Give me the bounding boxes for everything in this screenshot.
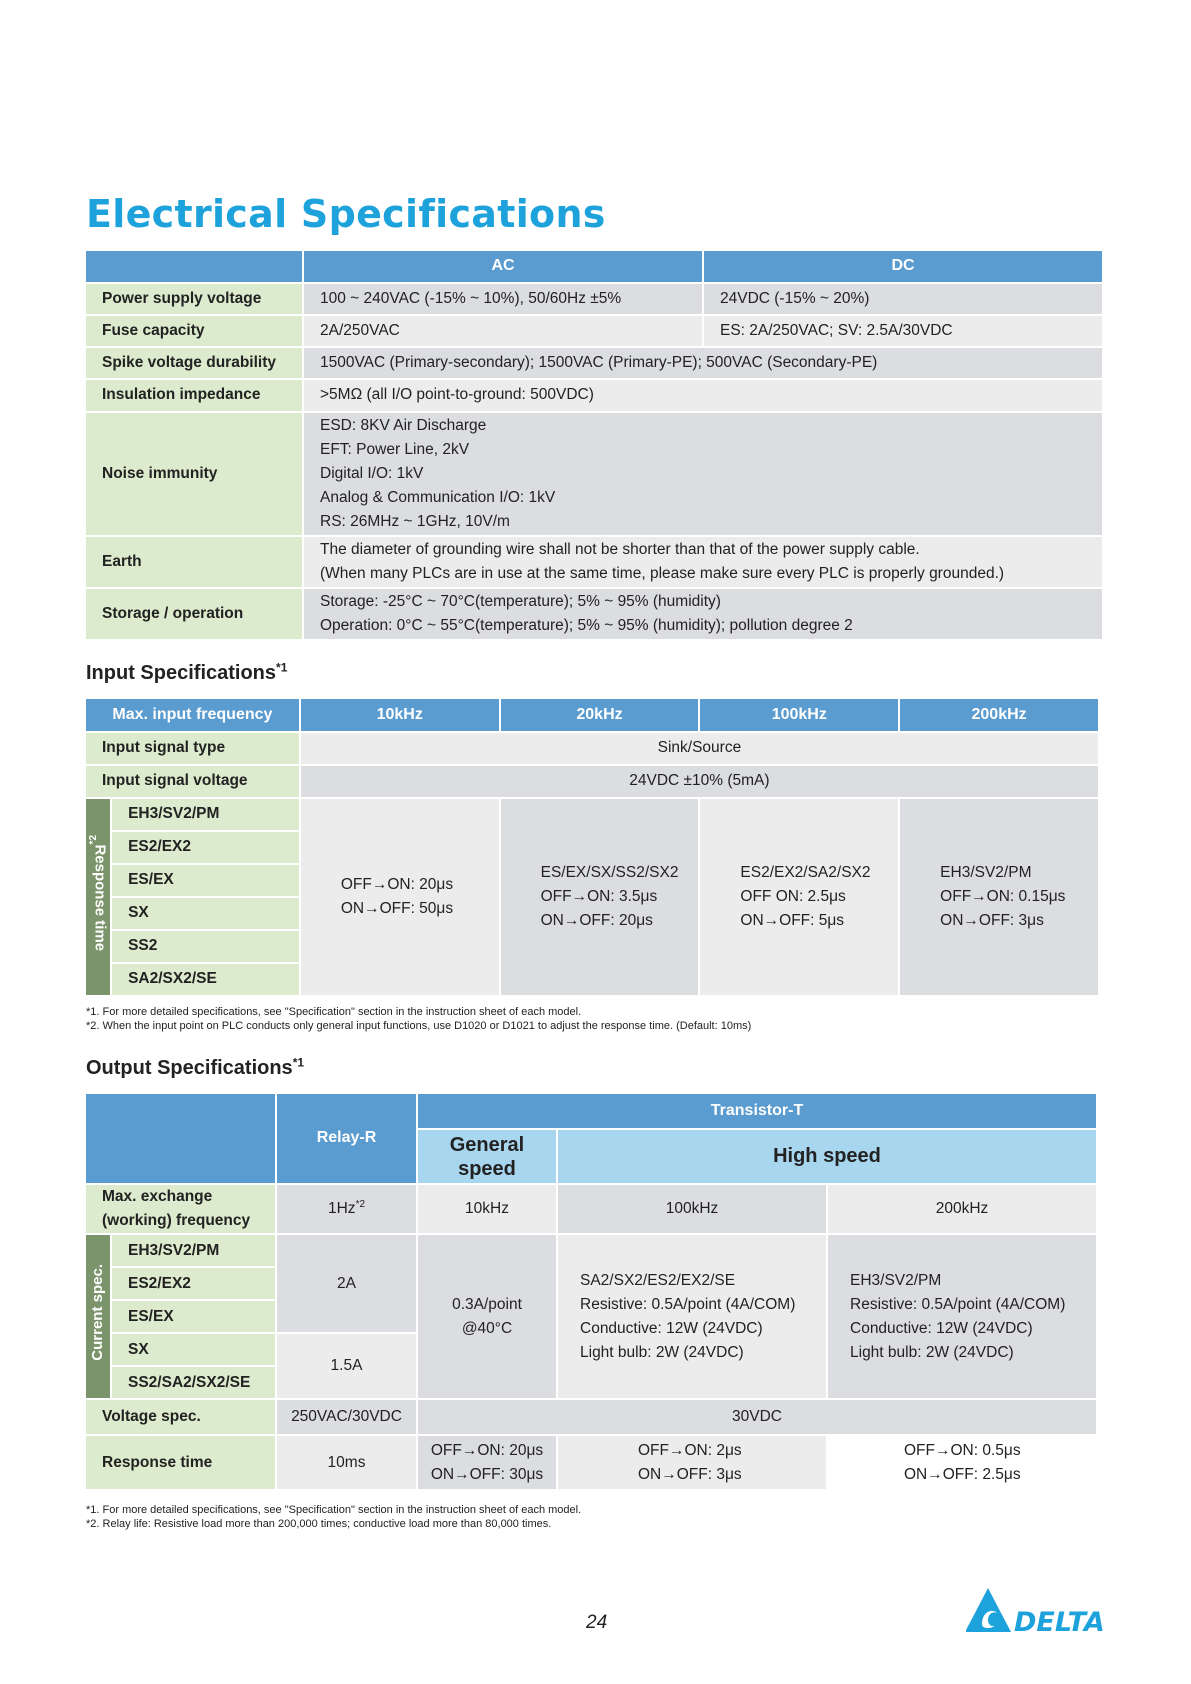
delta-logo-text: DELTA [1014, 1607, 1105, 1636]
response-line: ES2/EX2/SA2/SX2 [740, 863, 871, 881]
footnote: *1. For more detailed specifications, see "Specification" section in the instruction sheet of each model. [86, 1504, 582, 1516]
high-frequency-200: 200kHz [828, 1185, 1096, 1233]
response-time-vertical-label [86, 799, 110, 995]
relay-response: 10ms [277, 1436, 416, 1489]
general-speed-header: General speed [418, 1130, 556, 1183]
response-line: ON→OFF: 3μs [940, 912, 1044, 929]
output-title-note: *1 [292, 1055, 305, 1070]
current-line: Conductive: 12W (24VDC) [850, 1319, 1033, 1337]
max-frequency-label: Max. exchange (working) frequency [86, 1185, 275, 1233]
response-20khz [501, 799, 699, 995]
input-section-title [86, 662, 287, 685]
row-label-fuse: Fuse capacity [86, 316, 302, 346]
response-time-text: Response time [91, 844, 109, 952]
high-frequency-100: 100kHz [558, 1185, 826, 1233]
high-speed-header: High speed [558, 1130, 1096, 1183]
response-200khz [900, 799, 1098, 995]
earth-value [304, 537, 1102, 587]
output-title-text: Output Specifications [86, 1057, 293, 1079]
current-line: Resistive: 0.5A/point (4A/COM) [580, 1295, 796, 1313]
power-dc: 24VDC (-15% ~ 20%) [704, 284, 1102, 314]
input-title-note: *1 [276, 660, 288, 675]
fuse-dc: ES: 2A/250VAC; SV: 2.5A/30VDC [704, 316, 1102, 346]
relay-frequency-value: 1Hz [327, 1200, 356, 1218]
output-header-empty [86, 1094, 275, 1183]
response-line: OFF ON: 2.5μs [740, 887, 846, 905]
noise-line: EFT: Power Line, 2kV [320, 440, 470, 458]
model-label: ES/EX [112, 1301, 275, 1332]
current-line: Light bulb: 2W (24VDC) [850, 1343, 1014, 1361]
response-line: ON→OFF: 5μs [740, 912, 845, 929]
transistor-voltage: 30VDC [418, 1400, 1096, 1434]
input-title-text: Input Specifications [86, 662, 277, 684]
current-line: SA2/SX2/ES2/EX2/SE [580, 1271, 736, 1289]
output-footnotes [86, 1503, 581, 1531]
response-line: OFF→ON: 2μs [638, 1441, 742, 1459]
high100-response [558, 1436, 826, 1489]
signal-type-label: Input signal type [86, 733, 299, 764]
current-line: Resistive: 0.5A/point (4A/COM) [850, 1295, 1066, 1313]
current-spec-vertical-label [86, 1235, 110, 1398]
row-label-storage: Storage / operation [86, 589, 302, 639]
response-line: OFF→ON: 3.5μs [540, 887, 658, 905]
response-line: OFF→ON: 20μs [430, 1441, 544, 1459]
page-number: 24 [586, 1612, 608, 1633]
freq-header: 20kHz [501, 699, 699, 731]
high200-response [828, 1436, 1096, 1489]
freq-header: 100kHz [700, 699, 898, 731]
current-line: Light bulb: 2W (24VDC) [580, 1343, 744, 1361]
model-label: ES2/EX2 [112, 832, 299, 863]
row-label-noise: Noise immunity [86, 413, 302, 535]
noise-line: RS: 26MHz ~ 1GHz, 10V/m [320, 513, 510, 531]
noise-line: ESD: 8KV Air Discharge [320, 416, 487, 434]
relay-frequency-note: *2 [355, 1198, 366, 1210]
noise-value [304, 413, 1102, 535]
response-line: ON→OFF: 20μs [540, 912, 653, 929]
model-label: SS2/SA2/SX2/SE [112, 1367, 275, 1398]
current-line: @40°C [461, 1319, 513, 1337]
response-line: OFF→ON: 20μs [340, 875, 454, 893]
output-spec-table [84, 1092, 1098, 1491]
model-label: EH3/SV2/PM [112, 1235, 275, 1266]
response-line: ON→OFF: 50μs [340, 900, 454, 917]
current-line: 0.3A/point [452, 1295, 522, 1313]
response-line: ON→OFF: 2.5μs [904, 1465, 1021, 1483]
response-time-note: *2 [88, 834, 99, 845]
storage-value [304, 589, 1102, 639]
general-current [418, 1235, 556, 1398]
footnote: *1. For more detailed specifications, see "Specification" section in the instruction sheet of each model. [86, 1006, 582, 1018]
current-line: EH3/SV2/PM [850, 1271, 942, 1289]
signal-type-value: Sink/Source [301, 733, 1098, 764]
storage-line: Operation: 0°C ~ 55°C(temperature); 5% ~ 95% (humidity); pollution degree 2 [320, 617, 853, 634]
noise-line: Digital I/O: 1kV [320, 464, 424, 482]
output-response-label: Response time [86, 1436, 275, 1489]
noise-line: Analog & Communication I/O: 1kV [320, 489, 556, 506]
max-input-frequency-header: Max. input frequency [86, 699, 299, 731]
relay-header: Relay-R [277, 1094, 416, 1183]
model-label: SS2 [112, 931, 299, 962]
input-footnotes [86, 1005, 751, 1033]
header-empty [86, 251, 302, 282]
model-label: ES/EX [112, 865, 299, 896]
row-label-insulation: Insulation impedance [86, 380, 302, 411]
spike-value: 1500VAC (Primary-secondary); 1500VAC (Primary-PE); 500VAC (Secondary-PE) [304, 348, 1102, 378]
power-ac: 100 ~ 240VAC (-15% ~ 10%), 50/60Hz ±5% [304, 284, 702, 314]
output-section-title [86, 1057, 304, 1080]
row-label-power: Power supply voltage [86, 284, 302, 314]
header-ac: AC [304, 251, 702, 282]
freq-header: 200kHz [900, 699, 1098, 731]
model-label: EH3/SV2/PM [112, 799, 299, 830]
signal-voltage-value: 24VDC ±10% (5mA) [301, 766, 1098, 797]
response-line: ON→OFF: 3μs [638, 1465, 742, 1483]
relay-current-a: 2A [277, 1235, 416, 1332]
response-10khz [301, 799, 499, 995]
response-line: OFF→ON: 0.15μs [940, 887, 1066, 905]
row-label-spike: Spike voltage durability [86, 348, 302, 378]
page-title: Electrical Specifications [86, 192, 606, 236]
relay-voltage: 250VAC/30VDC [277, 1400, 416, 1434]
response-100khz [700, 799, 898, 995]
earth-line: (When many PLCs are in use at the same time, please make sure every PLC is properly grounded.) [320, 565, 1005, 582]
general-frequency: 10kHz [418, 1185, 556, 1233]
relay-current-b: 1.5A [277, 1334, 416, 1398]
model-label: SA2/SX2/SE [112, 964, 299, 995]
footnote: *2. Relay life: Resistive load more than 200,000 times; conductive load more than 80,000 times. [86, 1518, 552, 1530]
response-line: ES/EX/SX/SS2/SX2 [540, 863, 679, 881]
relay-frequency [277, 1185, 416, 1233]
delta-logo [966, 1586, 1121, 1636]
high200-current [828, 1235, 1096, 1398]
response-line: ON→OFF: 30μs [430, 1465, 544, 1483]
input-spec-table [84, 697, 1100, 997]
transistor-header: Transistor-T [418, 1094, 1096, 1128]
electrical-spec-table [84, 249, 1104, 641]
response-line: OFF→ON: 0.5μs [904, 1441, 1021, 1459]
insulation-value: >5MΩ (all I/O point-to-ground: 500VDC) [304, 380, 1102, 411]
fuse-ac: 2A/250VAC [304, 316, 702, 346]
current-spec-text: Current spec. [89, 1264, 107, 1361]
model-label: SX [112, 1334, 275, 1365]
signal-voltage-label: Input signal voltage [86, 766, 299, 797]
freq-header: 10kHz [301, 699, 499, 731]
footnote: *2. When the input point on PLC conducts only general input functions, use D1020 or D1021 to adjust the response time. (Default: 10ms) [86, 1020, 752, 1032]
model-label: ES2/EX2 [112, 1268, 275, 1299]
storage-line: Storage: -25°C ~ 70°C(temperature); 5% ~ 95% (humidity) [320, 592, 721, 610]
header-dc: DC [704, 251, 1102, 282]
voltage-spec-label: Voltage spec. [86, 1400, 275, 1434]
current-line: Conductive: 12W (24VDC) [580, 1319, 763, 1337]
model-label: SX [112, 898, 299, 929]
response-line: EH3/SV2/PM [940, 863, 1032, 881]
earth-line: The diameter of grounding wire shall not be shorter than that of the power supply cable. [320, 540, 920, 558]
high100-current [558, 1235, 826, 1398]
general-response [418, 1436, 556, 1489]
row-label-earth: Earth [86, 537, 302, 587]
